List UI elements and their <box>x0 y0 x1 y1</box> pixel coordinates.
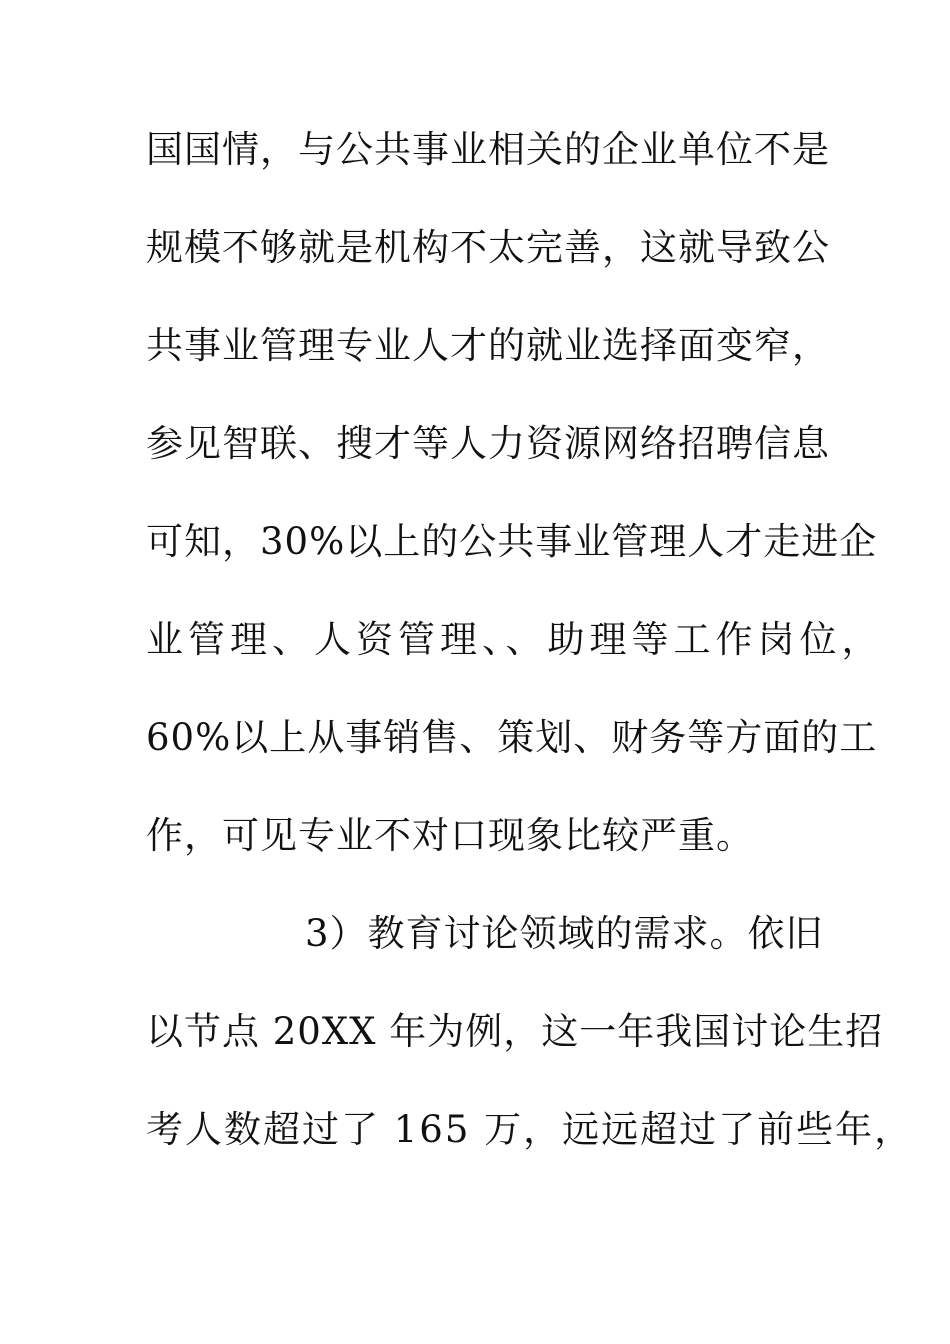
paragraph-line: 国国情，与公共事业相关的企业单位不是 <box>146 128 830 171</box>
paragraph-line: 共事业管理专业人才的就业选择面变窄， <box>146 324 830 367</box>
paragraph-line: 以节点 20XX 年为例，这一年我国讨论生招 <box>146 1010 884 1053</box>
paragraph-line: 规模不够就是机构不太完善，这就导致公 <box>146 226 830 269</box>
paragraph-line: 考人数超过了 165 万，远远超过了前些年， <box>146 1108 914 1151</box>
paragraph-line: 60%以上从事销售、策划、财务等方面的工 <box>146 716 878 759</box>
paragraph-line: 可知，30%以上的公共事业管理人才走进企 <box>146 520 878 563</box>
paragraph-line: 业管理、人资管理、、助理等工作岗位， <box>146 618 884 661</box>
paragraph-line: 参见智联、搜才等人力资源网络招聘信息 <box>146 422 830 465</box>
paragraph-line: 作，可见专业不对口现象比较严重。 <box>146 814 754 857</box>
section-heading-line: 3）教育讨论领域的需求。依旧 <box>305 912 824 955</box>
